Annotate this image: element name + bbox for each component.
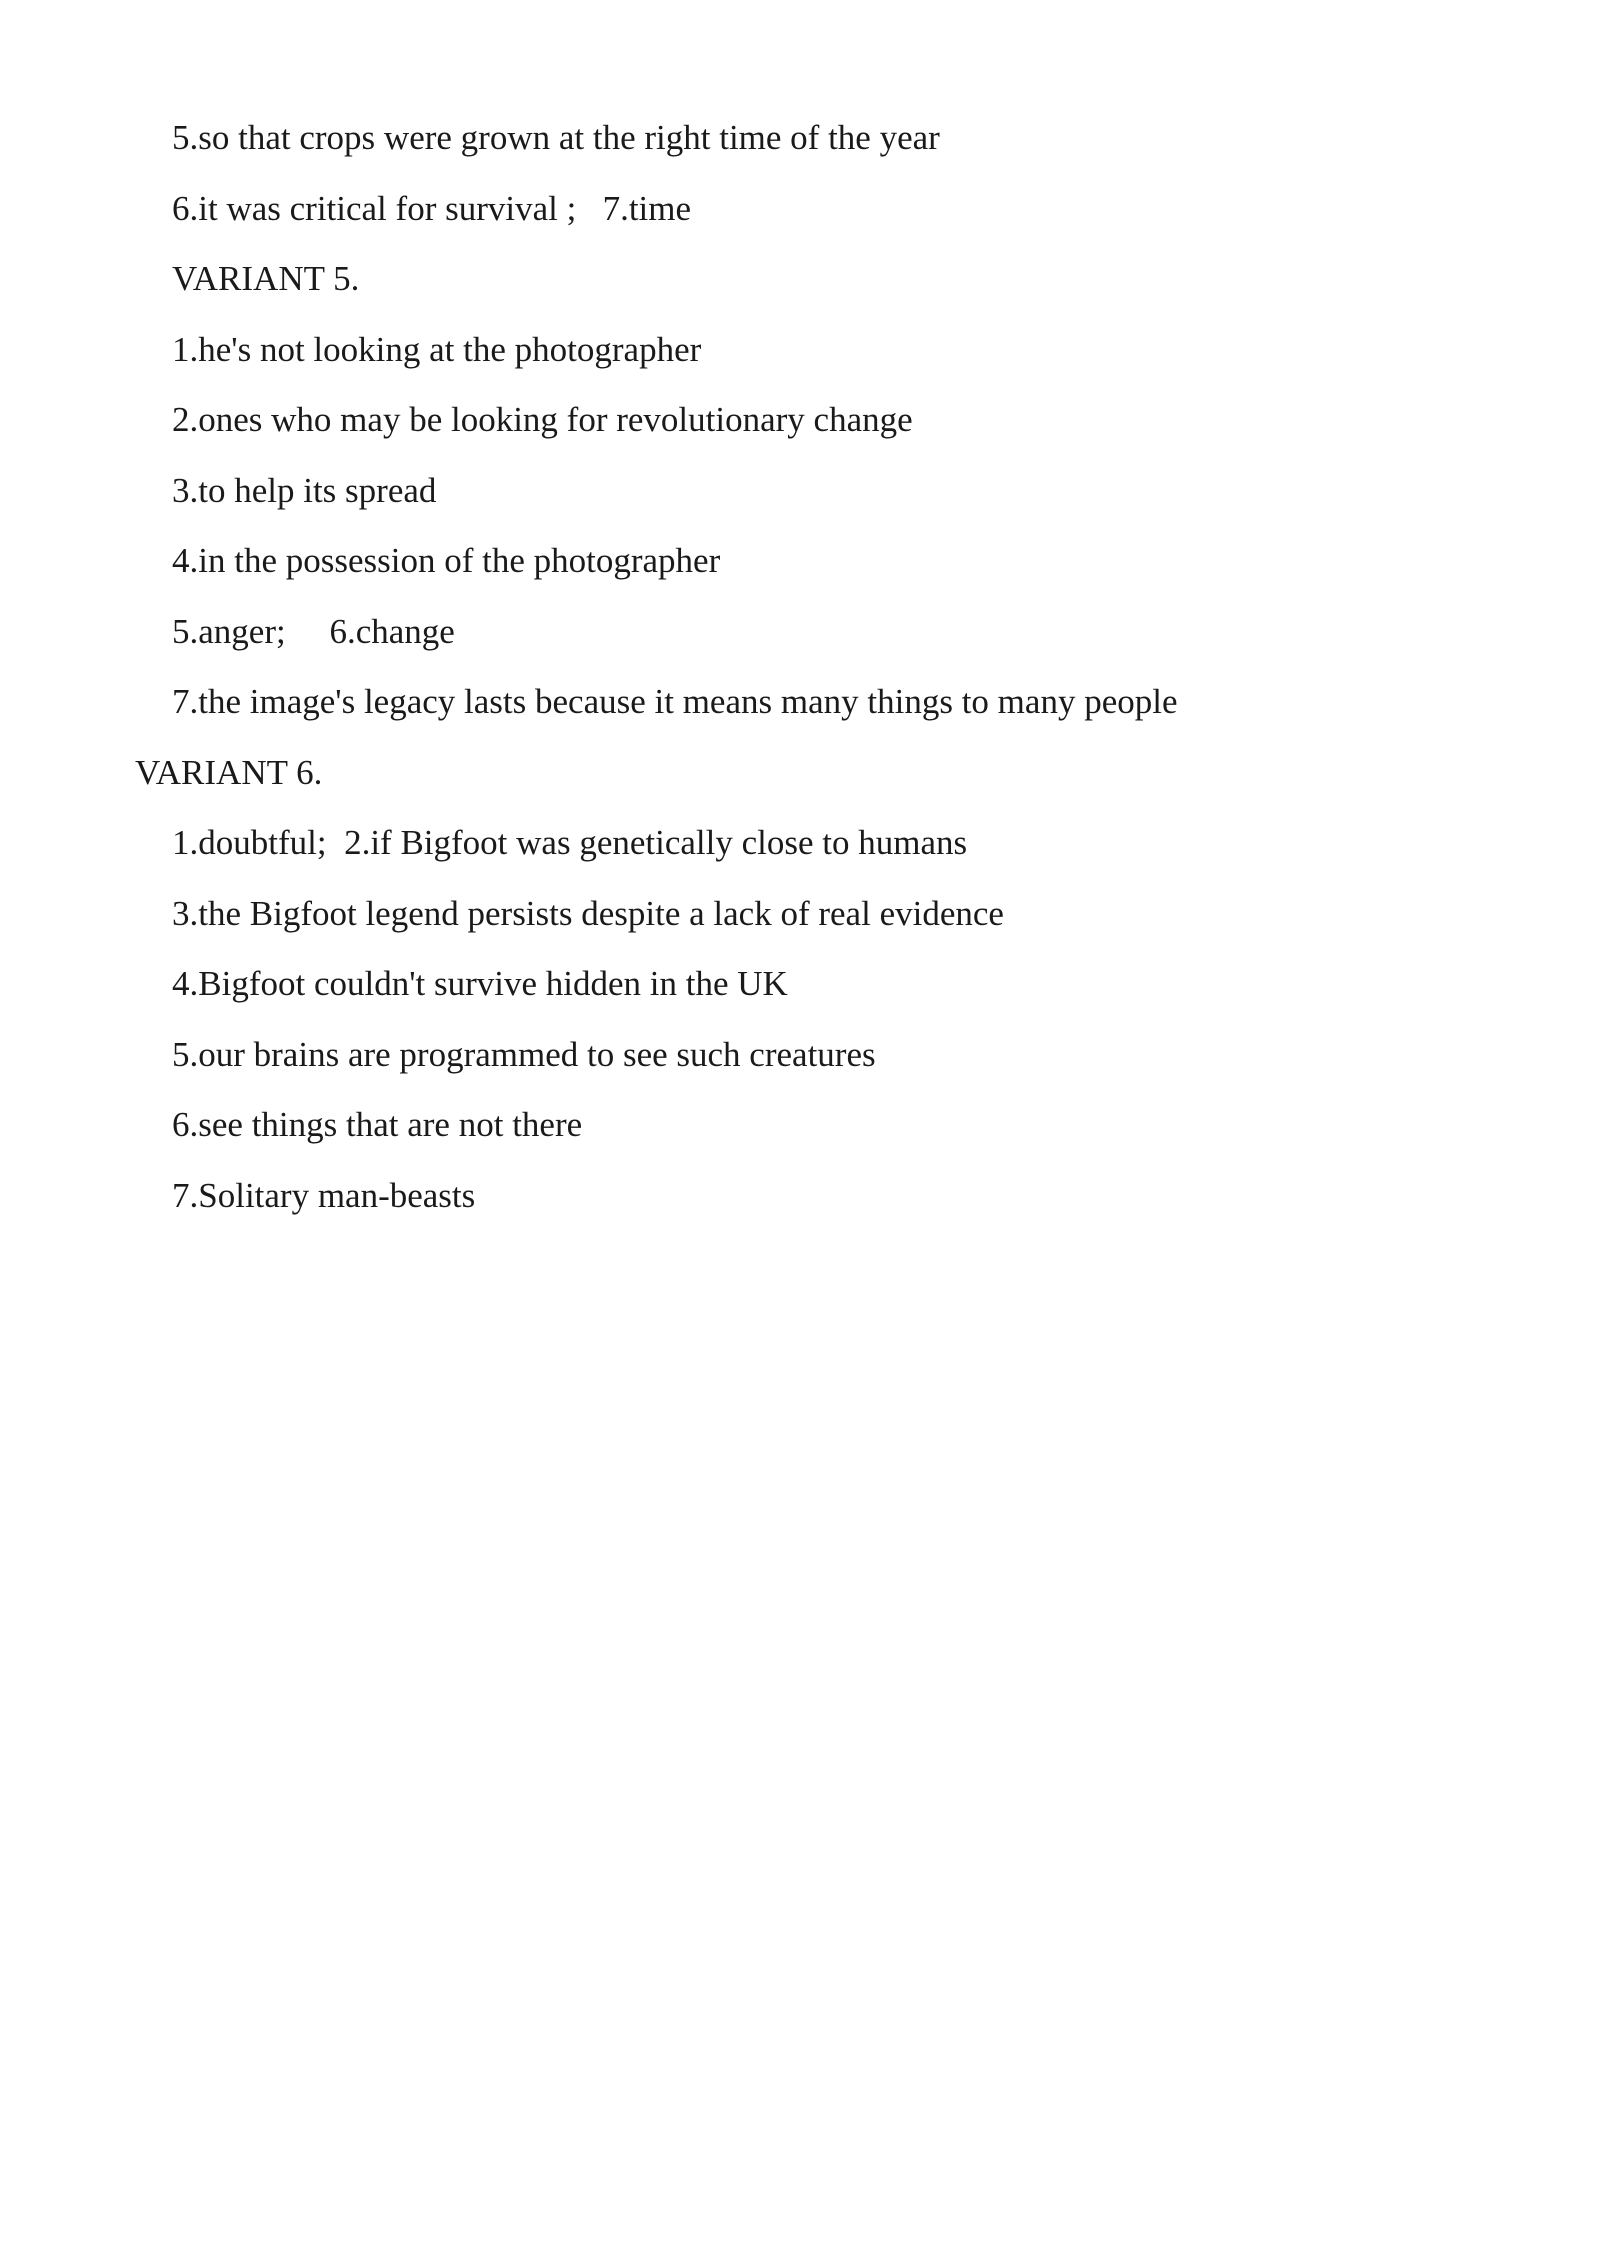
variant-heading: VARIANT 6.: [135, 752, 323, 792]
answer-line: 1.he's not looking at the photographer: [172, 329, 702, 369]
answer-line: 5.our brains are programmed to see such creatures: [172, 1034, 876, 1074]
answer-line: 1.doubtful; 2.if Bigfoot was genetically close to humans: [172, 823, 968, 862]
answer-line: 3.to help its spread: [172, 470, 437, 510]
answer-line: 2.ones who may be looking for revolutionary change: [172, 400, 913, 439]
answer-line: 5.so that crops were grown at the right time of the year: [172, 118, 940, 157]
answer-list: [0, 112, 1600, 1240]
answer-line: 4.Bigfoot couldn't survive hidden in the UK: [172, 964, 788, 1003]
answer-line: 4.in the possession of the photographer: [172, 541, 721, 580]
answer-line: 7.Solitary man-beasts: [172, 1175, 476, 1215]
variant-heading: VARIANT 5.: [172, 259, 360, 298]
answer-line: 6.see things that are not there: [172, 1105, 583, 1144]
answer-line: 7.the image's legacy lasts because it means many things to many people: [172, 682, 1178, 721]
answer-line: 6.it was critical for survival ; 7.time: [172, 188, 692, 228]
answer-line: 3.the Bigfoot legend persists despite a lack of real evidence: [172, 893, 1004, 933]
answer-line: 5.anger; 6.change: [172, 611, 455, 651]
